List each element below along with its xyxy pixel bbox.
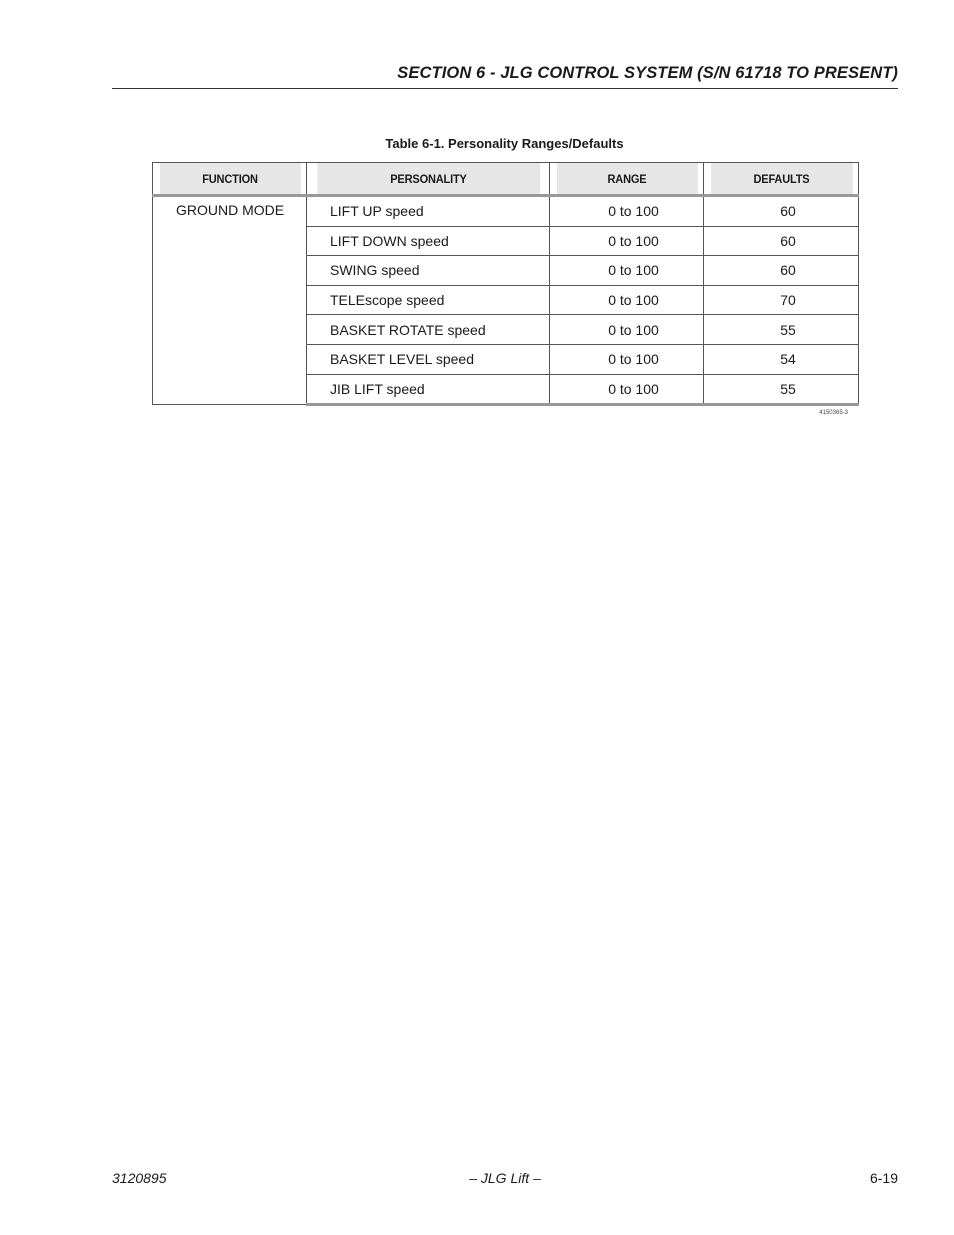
personality-table (152, 162, 858, 406)
range-cell: 0 to 100 (550, 196, 704, 227)
personality-cell: LIFT UP speed (307, 196, 550, 227)
range-cell: 0 to 100 (550, 374, 704, 405)
default-cell: 60 (704, 226, 859, 256)
personality-cell: TELEscope speed (307, 285, 550, 315)
personality-cell: SWING speed (307, 256, 550, 286)
column-header-personality: PERSONALITY (316, 163, 540, 196)
column-header-defaults: DEFAULTS (710, 163, 853, 196)
footer-document-number: 3120895 (112, 1170, 167, 1186)
default-cell: 55 (704, 315, 859, 345)
column-header-function: FUNCTION (159, 163, 301, 196)
footer-publisher: – JLG Lift – (469, 1170, 541, 1186)
range-cell: 0 to 100 (550, 315, 704, 345)
footer-page-number: 6-19 (869, 1170, 898, 1186)
section-title: SECTION 6 - JLG CONTROL SYSTEM (S/N 61718 TO PRESENT) (397, 64, 898, 82)
table-header-row (153, 163, 859, 196)
header-rule (112, 88, 898, 89)
range-cell: 0 to 100 (550, 226, 704, 256)
range-cell: 0 to 100 (550, 256, 704, 286)
default-cell: 60 (704, 196, 859, 227)
column-header-range: RANGE (556, 163, 698, 196)
personality-cell: JIB LIFT speed (307, 374, 550, 405)
table-title: Table 6-1. Personality Ranges/Defaults (385, 136, 624, 151)
default-cell: 54 (704, 344, 859, 374)
personality-cell: BASKET LEVEL speed (307, 344, 550, 374)
range-cell: 0 to 100 (550, 285, 704, 315)
table-row (153, 196, 859, 227)
default-cell: 55 (704, 374, 859, 405)
personality-cell: BASKET ROTATE speed (307, 315, 550, 345)
default-cell: 60 (704, 256, 859, 286)
function-cell: GROUND MODE (153, 196, 307, 405)
range-cell: 0 to 100 (550, 344, 704, 374)
table-reference-number: 4150365-3 (819, 410, 848, 416)
default-cell: 70 (704, 285, 859, 315)
personality-cell: LIFT DOWN speed (307, 226, 550, 256)
